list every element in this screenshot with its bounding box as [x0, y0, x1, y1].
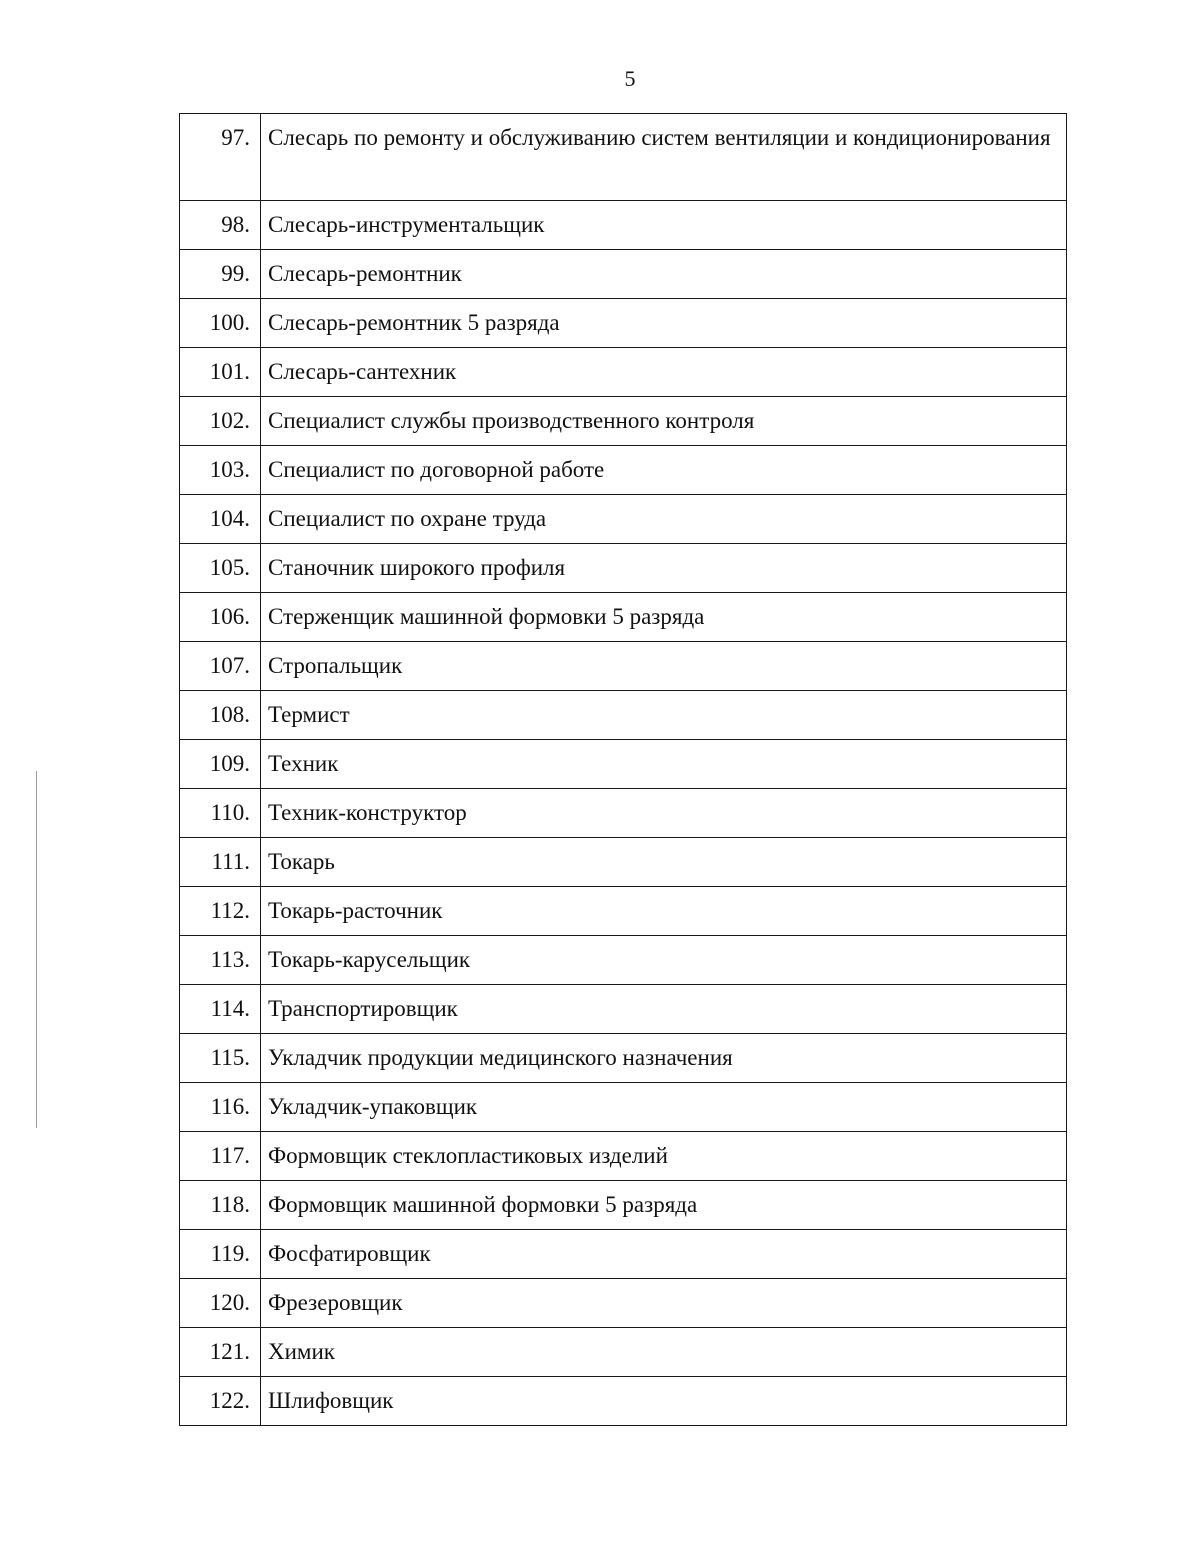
row-number: 97.: [180, 114, 261, 201]
table-row: [180, 544, 1067, 593]
profession-name: Техник: [261, 740, 1067, 789]
table-row: [180, 936, 1067, 985]
table-row: [180, 593, 1067, 642]
profession-name: Техник-конструктор: [261, 789, 1067, 838]
row-number: 111.: [180, 838, 261, 887]
row-number: 107.: [180, 642, 261, 691]
profession-name: Слесарь-сантехник: [261, 348, 1067, 397]
table-row: [180, 1034, 1067, 1083]
profession-name: Слесарь-инструментальщик: [261, 201, 1067, 250]
profession-name: Термист: [261, 691, 1067, 740]
row-number: 110.: [180, 789, 261, 838]
profession-name: Транспортировщик: [261, 985, 1067, 1034]
profession-name: Стерженщик машинной формовки 5 разряда: [261, 593, 1067, 642]
table-row: [180, 838, 1067, 887]
row-number: 103.: [180, 446, 261, 495]
table-row: [180, 1132, 1067, 1181]
table-row: [180, 114, 1067, 201]
professions-table: [179, 113, 1067, 1426]
table-row: [180, 1181, 1067, 1230]
row-number: 115.: [180, 1034, 261, 1083]
table-row: [180, 887, 1067, 936]
profession-name: Специалист по договорной работе: [261, 446, 1067, 495]
profession-name: Слесарь-ремонтник 5 разряда: [261, 299, 1067, 348]
table-row: [180, 201, 1067, 250]
row-number: 106.: [180, 593, 261, 642]
profession-name: Шлифовщик: [261, 1377, 1067, 1426]
table-row: [180, 642, 1067, 691]
row-number: 98.: [180, 201, 261, 250]
row-number: 118.: [180, 1181, 261, 1230]
page-number: 5: [624, 66, 636, 91]
table-row: [180, 1279, 1067, 1328]
row-number: 114.: [180, 985, 261, 1034]
profession-name: Фосфатировщик: [261, 1230, 1067, 1279]
table-row: [180, 1377, 1067, 1426]
profession-name: Слесарь по ремонту и обслуживанию систем вентиляции и кондиционирования: [261, 114, 1067, 201]
profession-name: Формовщик стеклопластиковых изделий: [261, 1132, 1067, 1181]
row-number: 99.: [180, 250, 261, 299]
row-number: 104.: [180, 495, 261, 544]
table-row: [180, 1230, 1067, 1279]
profession-name: Слесарь-ремонтник: [261, 250, 1067, 299]
row-number: 101.: [180, 348, 261, 397]
profession-name: Стропальщик: [261, 642, 1067, 691]
profession-name: Специалист службы производственного контроля: [261, 397, 1067, 446]
row-number: 117.: [180, 1132, 261, 1181]
table-row: [180, 446, 1067, 495]
row-number: 112.: [180, 887, 261, 936]
row-number: 100.: [180, 299, 261, 348]
row-number: 102.: [180, 397, 261, 446]
profession-name: Станочник широкого профиля: [261, 544, 1067, 593]
profession-name: Токарь: [261, 838, 1067, 887]
professions-table-body: [180, 114, 1067, 1426]
table-row: [180, 299, 1067, 348]
profession-name: Укладчик продукции медицинского назначения: [261, 1034, 1067, 1083]
scan-margin-line: [36, 771, 37, 1128]
table-row: [180, 740, 1067, 789]
table-row: [180, 1083, 1067, 1132]
table-row: [180, 691, 1067, 740]
profession-name: Токарь-расточник: [261, 887, 1067, 936]
row-number: 105.: [180, 544, 261, 593]
row-number: 108.: [180, 691, 261, 740]
table-row: [180, 397, 1067, 446]
profession-name: Токарь-карусельщик: [261, 936, 1067, 985]
profession-name: Укладчик-упаковщик: [261, 1083, 1067, 1132]
row-number: 119.: [180, 1230, 261, 1279]
row-number: 116.: [180, 1083, 261, 1132]
profession-name: Фрезеровщик: [261, 1279, 1067, 1328]
profession-name: Химик: [261, 1328, 1067, 1377]
table-row: [180, 250, 1067, 299]
table-row: [180, 495, 1067, 544]
row-number: 120.: [180, 1279, 261, 1328]
table-row: [180, 348, 1067, 397]
table-row: [180, 789, 1067, 838]
row-number: 109.: [180, 740, 261, 789]
profession-name: Формовщик машинной формовки 5 разряда: [261, 1181, 1067, 1230]
row-number: 122.: [180, 1377, 261, 1426]
table-row: [180, 1328, 1067, 1377]
row-number: 121.: [180, 1328, 261, 1377]
profession-name: Специалист по охране труда: [261, 495, 1067, 544]
table-row: [180, 985, 1067, 1034]
row-number: 113.: [180, 936, 261, 985]
